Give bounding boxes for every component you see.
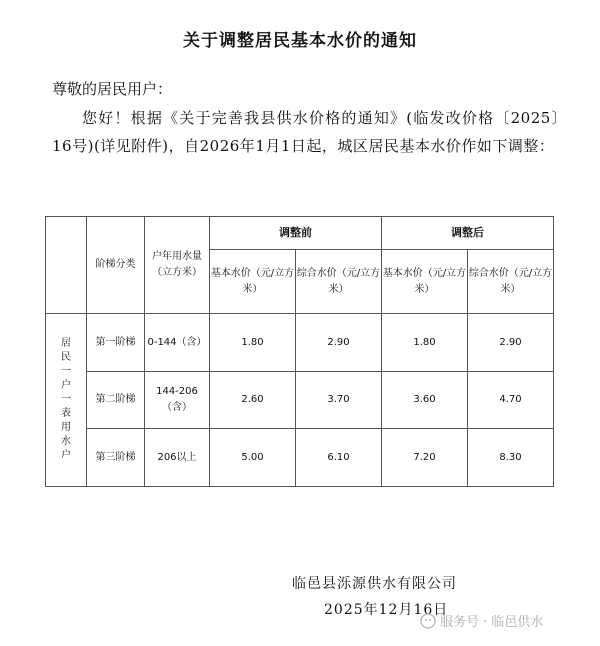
before-total-cell: 2.90 bbox=[296, 314, 382, 372]
category-char: 民 bbox=[61, 352, 71, 363]
tier-cell: 第一阶梯 bbox=[87, 314, 145, 372]
table-row bbox=[46, 372, 554, 429]
category-char: 户 bbox=[61, 450, 71, 461]
watermark-text: 服务号 · 临邑供水 bbox=[440, 615, 544, 630]
header-blank-cell bbox=[46, 217, 87, 314]
after-basic-cell: 7.20 bbox=[382, 429, 468, 487]
after-basic-cell: 1.80 bbox=[382, 314, 468, 372]
greeting: 尊敬的居民用户： bbox=[52, 80, 173, 98]
category-char: 户 bbox=[61, 380, 71, 391]
tier-cell: 第二阶梯 bbox=[87, 372, 145, 429]
category-char: 用 bbox=[61, 422, 71, 433]
table-header-row bbox=[46, 217, 554, 250]
usage-cell: 0-144（含） bbox=[145, 314, 210, 372]
before-basic-cell: 2.60 bbox=[210, 372, 296, 429]
category-char: 居 bbox=[61, 338, 71, 349]
category-char: 一 bbox=[61, 394, 71, 405]
before-total-cell: 6.10 bbox=[296, 429, 382, 487]
after-total-cell: 2.90 bbox=[468, 314, 554, 372]
before-basic-cell: 1.80 bbox=[210, 314, 296, 372]
before-total-cell: 3.70 bbox=[296, 372, 382, 429]
watermark bbox=[420, 611, 543, 630]
after-basic-cell: 3.60 bbox=[382, 372, 468, 429]
category-char: 表 bbox=[61, 408, 71, 419]
header-annual-usage: 户年用水量（立方米） bbox=[145, 217, 210, 314]
tier-cell: 第三阶梯 bbox=[87, 429, 145, 487]
header-after: 调整后 bbox=[382, 217, 554, 250]
notice-body: 您好！根据《关于完善我县供水价格的通知》(临发改价格〔2025〕16号)(详见附件)，自2026年1月1日起，城区居民基本水价作如下调整： bbox=[52, 109, 567, 155]
issue-date: 2025年12月16日 bbox=[324, 602, 449, 618]
after-total-cell: 4.70 bbox=[468, 372, 554, 429]
header-tier-class: 阶梯分类 bbox=[87, 217, 145, 314]
header-after-total-price: 综合水价（元/立方米） bbox=[468, 250, 554, 314]
after-total-cell: 8.30 bbox=[468, 429, 554, 487]
header-after-basic-price: 基本水价（元/立方米） bbox=[382, 250, 468, 314]
wechat-icon bbox=[420, 613, 436, 629]
issuer-company: 临邑县泺源供水有限公司 bbox=[292, 576, 457, 592]
header-before: 调整前 bbox=[210, 217, 382, 250]
category-char: 水 bbox=[61, 436, 71, 447]
notice-title: 关于调整居民基本水价的通知 bbox=[183, 31, 417, 51]
table-row bbox=[46, 314, 554, 372]
usage-cell: 206以上 bbox=[145, 429, 210, 487]
category-cell bbox=[46, 314, 87, 487]
usage-cell: 144-206（含） bbox=[145, 372, 210, 429]
water-price-table bbox=[45, 216, 554, 487]
before-basic-cell: 5.00 bbox=[210, 429, 296, 487]
header-before-total-price: 综合水价（元/立方米） bbox=[296, 250, 382, 314]
category-char: 一 bbox=[61, 366, 71, 377]
header-before-basic-price: 基本水价（元/立方米） bbox=[210, 250, 296, 314]
table-row bbox=[46, 429, 554, 487]
